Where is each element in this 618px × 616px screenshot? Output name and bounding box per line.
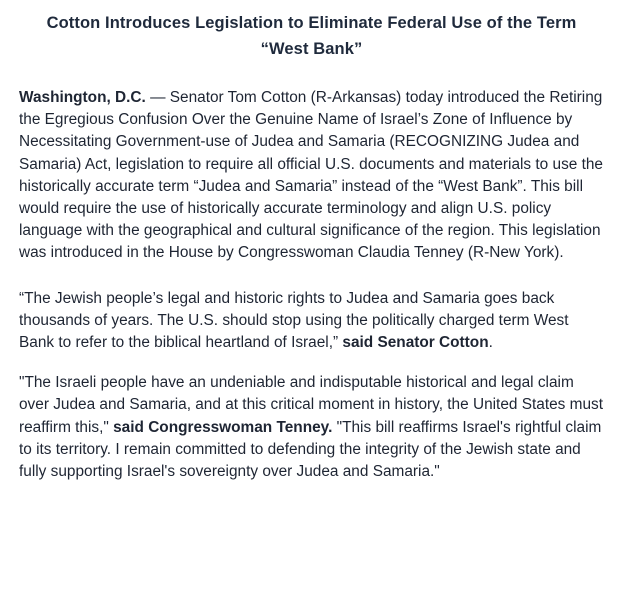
headline-line-1: Cotton Introduces Legislation to Eliminate Federal Use of the Term [46,14,577,32]
paragraph-intro [19,87,604,265]
headline-line-2: “West Bank” [260,40,363,58]
dateline: Washington, D.C. [19,89,146,106]
paragraph-tenney-quote [19,372,604,483]
cotton-attribution: said Senator Cotton [342,334,489,352]
paragraph-cotton-quote [19,288,604,355]
cotton-quote-end: . [488,334,493,352]
intro-body: — Senator Tom Cotton (R-Arkansas) today introduced the Retiring the Egregious Confusion Over the Genuine Name of Israel’s Zone of Influence by Necessitating Government-use of Judea and Samaria (RECOGNIZING Judea and Samaria) Act, legislation to require all official U.S. documents and materials to use the historically accurate term “Judea and Samaria” instead of the “West Bank”. This bill would require the use of historically accurate terminology and align U.S. policy language with the geographical and cultural significance of the region. This legislation was introduced in the House by Congresswoman Claudia Tenney (R-New York). [19,89,603,262]
tenney-attribution: said Congresswoman Tenney. [113,418,333,436]
cotton-quote: “The Jewish people’s legal and historic rights to Judea and Samaria goes back thousands of years. The U.S. should stop using the politically charged term West Bank to refer to the biblical heartland of Israel,” [19,289,569,352]
tenney-quote: "The Israeli people have an undeniable and indisputable historical and legal claim over Judea and Samaria, and at this critical moment in history, the United States must reaffirm this," [19,374,603,436]
tenney-quote-rest: "This bill reaffirms Israel's rightful claim to its territory. I remain committed to defending the integrity of the Jewish state and fully supporting Israel's sovereignty over Judea and Samaria." [19,418,602,481]
headline [19,10,604,62]
